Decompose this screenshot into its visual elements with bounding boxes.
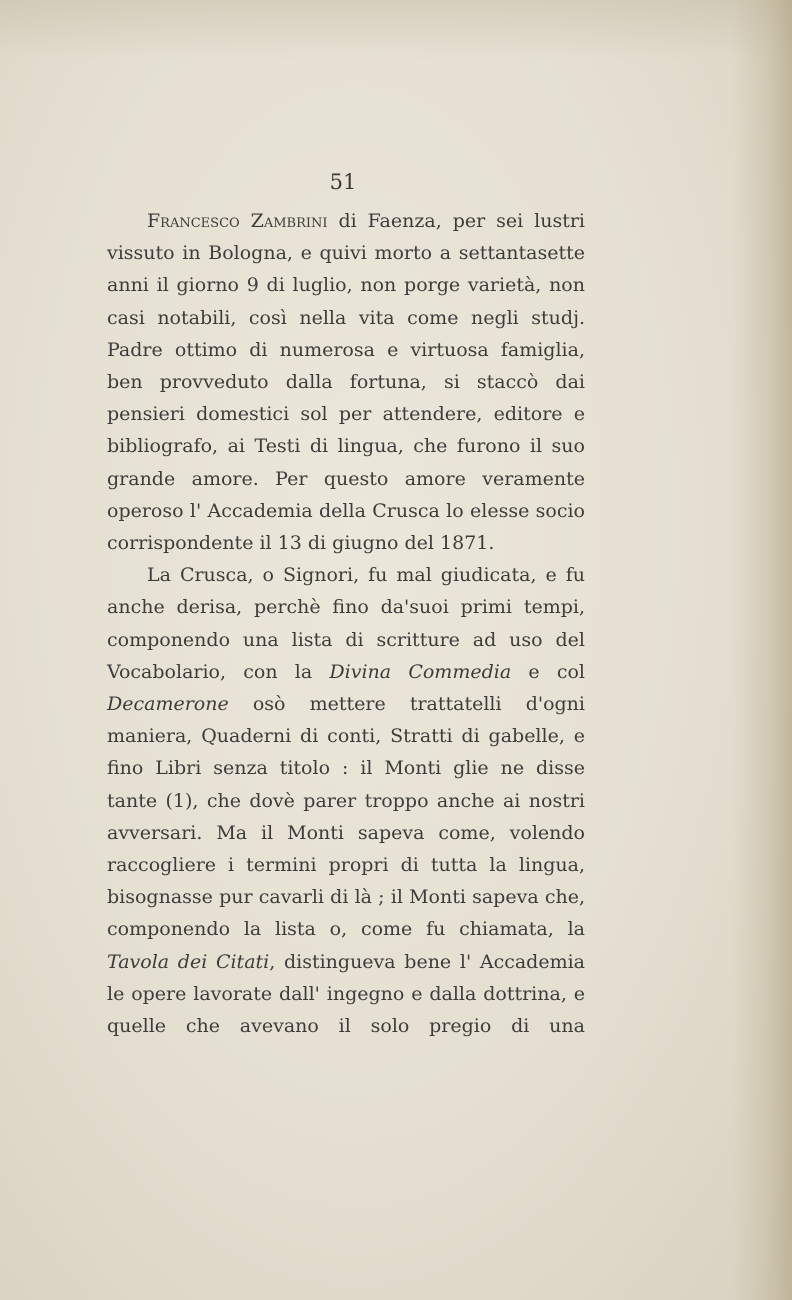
title-divina-commedia: Divina Commedia <box>329 660 512 683</box>
author-last-name: Zambrini <box>250 210 328 232</box>
paragraph-crusca <box>107 559 585 1042</box>
paragraph-1-text: di Faenza, per sei lustri vissuto in Bologna, e quivi morto a settantasette anni il giorno 9 di luglio, non porge varietà, non casi notabili, così nella vita come negli studj. Padre ottimo di numerosa e virtuosa famiglia, ben provveduto dalla fortuna, si staccò dai pensieri domestici sol per attendere, editore e bibliografo, ai Testi di lingua, che furono il suo grande amore. Per questo amore veramente operoso l' Accademia della Crusca lo elesse socio corrispondente il 13 di giugno del 1871. <box>107 210 585 555</box>
paragraph-2-text-d: , distingueva bene l' Accademia le opere lavorate dall' ingegno e dalla dottrina, e quelle che avevano il solo pregio di una <box>107 950 585 1038</box>
paragraph-zambrini <box>107 205 585 559</box>
page-edge-shade <box>732 0 792 1300</box>
paragraph-2-text-b: e col <box>511 660 586 683</box>
page-number: 51 <box>329 170 357 194</box>
title-tavola-dei-citati: Tavola dei Citati <box>107 950 270 973</box>
author-first-name: Francesco <box>147 210 240 232</box>
paragraph-2-text-a: La Crusca, o Signori, fu mal giudicata, e fu anche derisa, perchè fino da'suoi primi tempi, componendo una lista di scritture ad uso del Vocabolario, con la <box>107 564 585 683</box>
body-text <box>107 205 585 1042</box>
title-decamerone: Decamerone <box>107 693 229 716</box>
page-top-shade <box>0 0 792 60</box>
paragraph-2-text-c: osò mettere trattatelli d'ogni maniera, Quaderni di conti, Stratti di gabelle, e fino Libri senza titolo : il Monti glie ne disse tante (1), che dovè parer troppo anche ai nostri avversari. Ma il Monti sapeva come, volendo raccogliere i termini propri di tutta la lingua, bisognasse pur cavarli di là ; il Monti sapeva che, componendo la lista o, come fu chiamata, la <box>107 693 585 941</box>
